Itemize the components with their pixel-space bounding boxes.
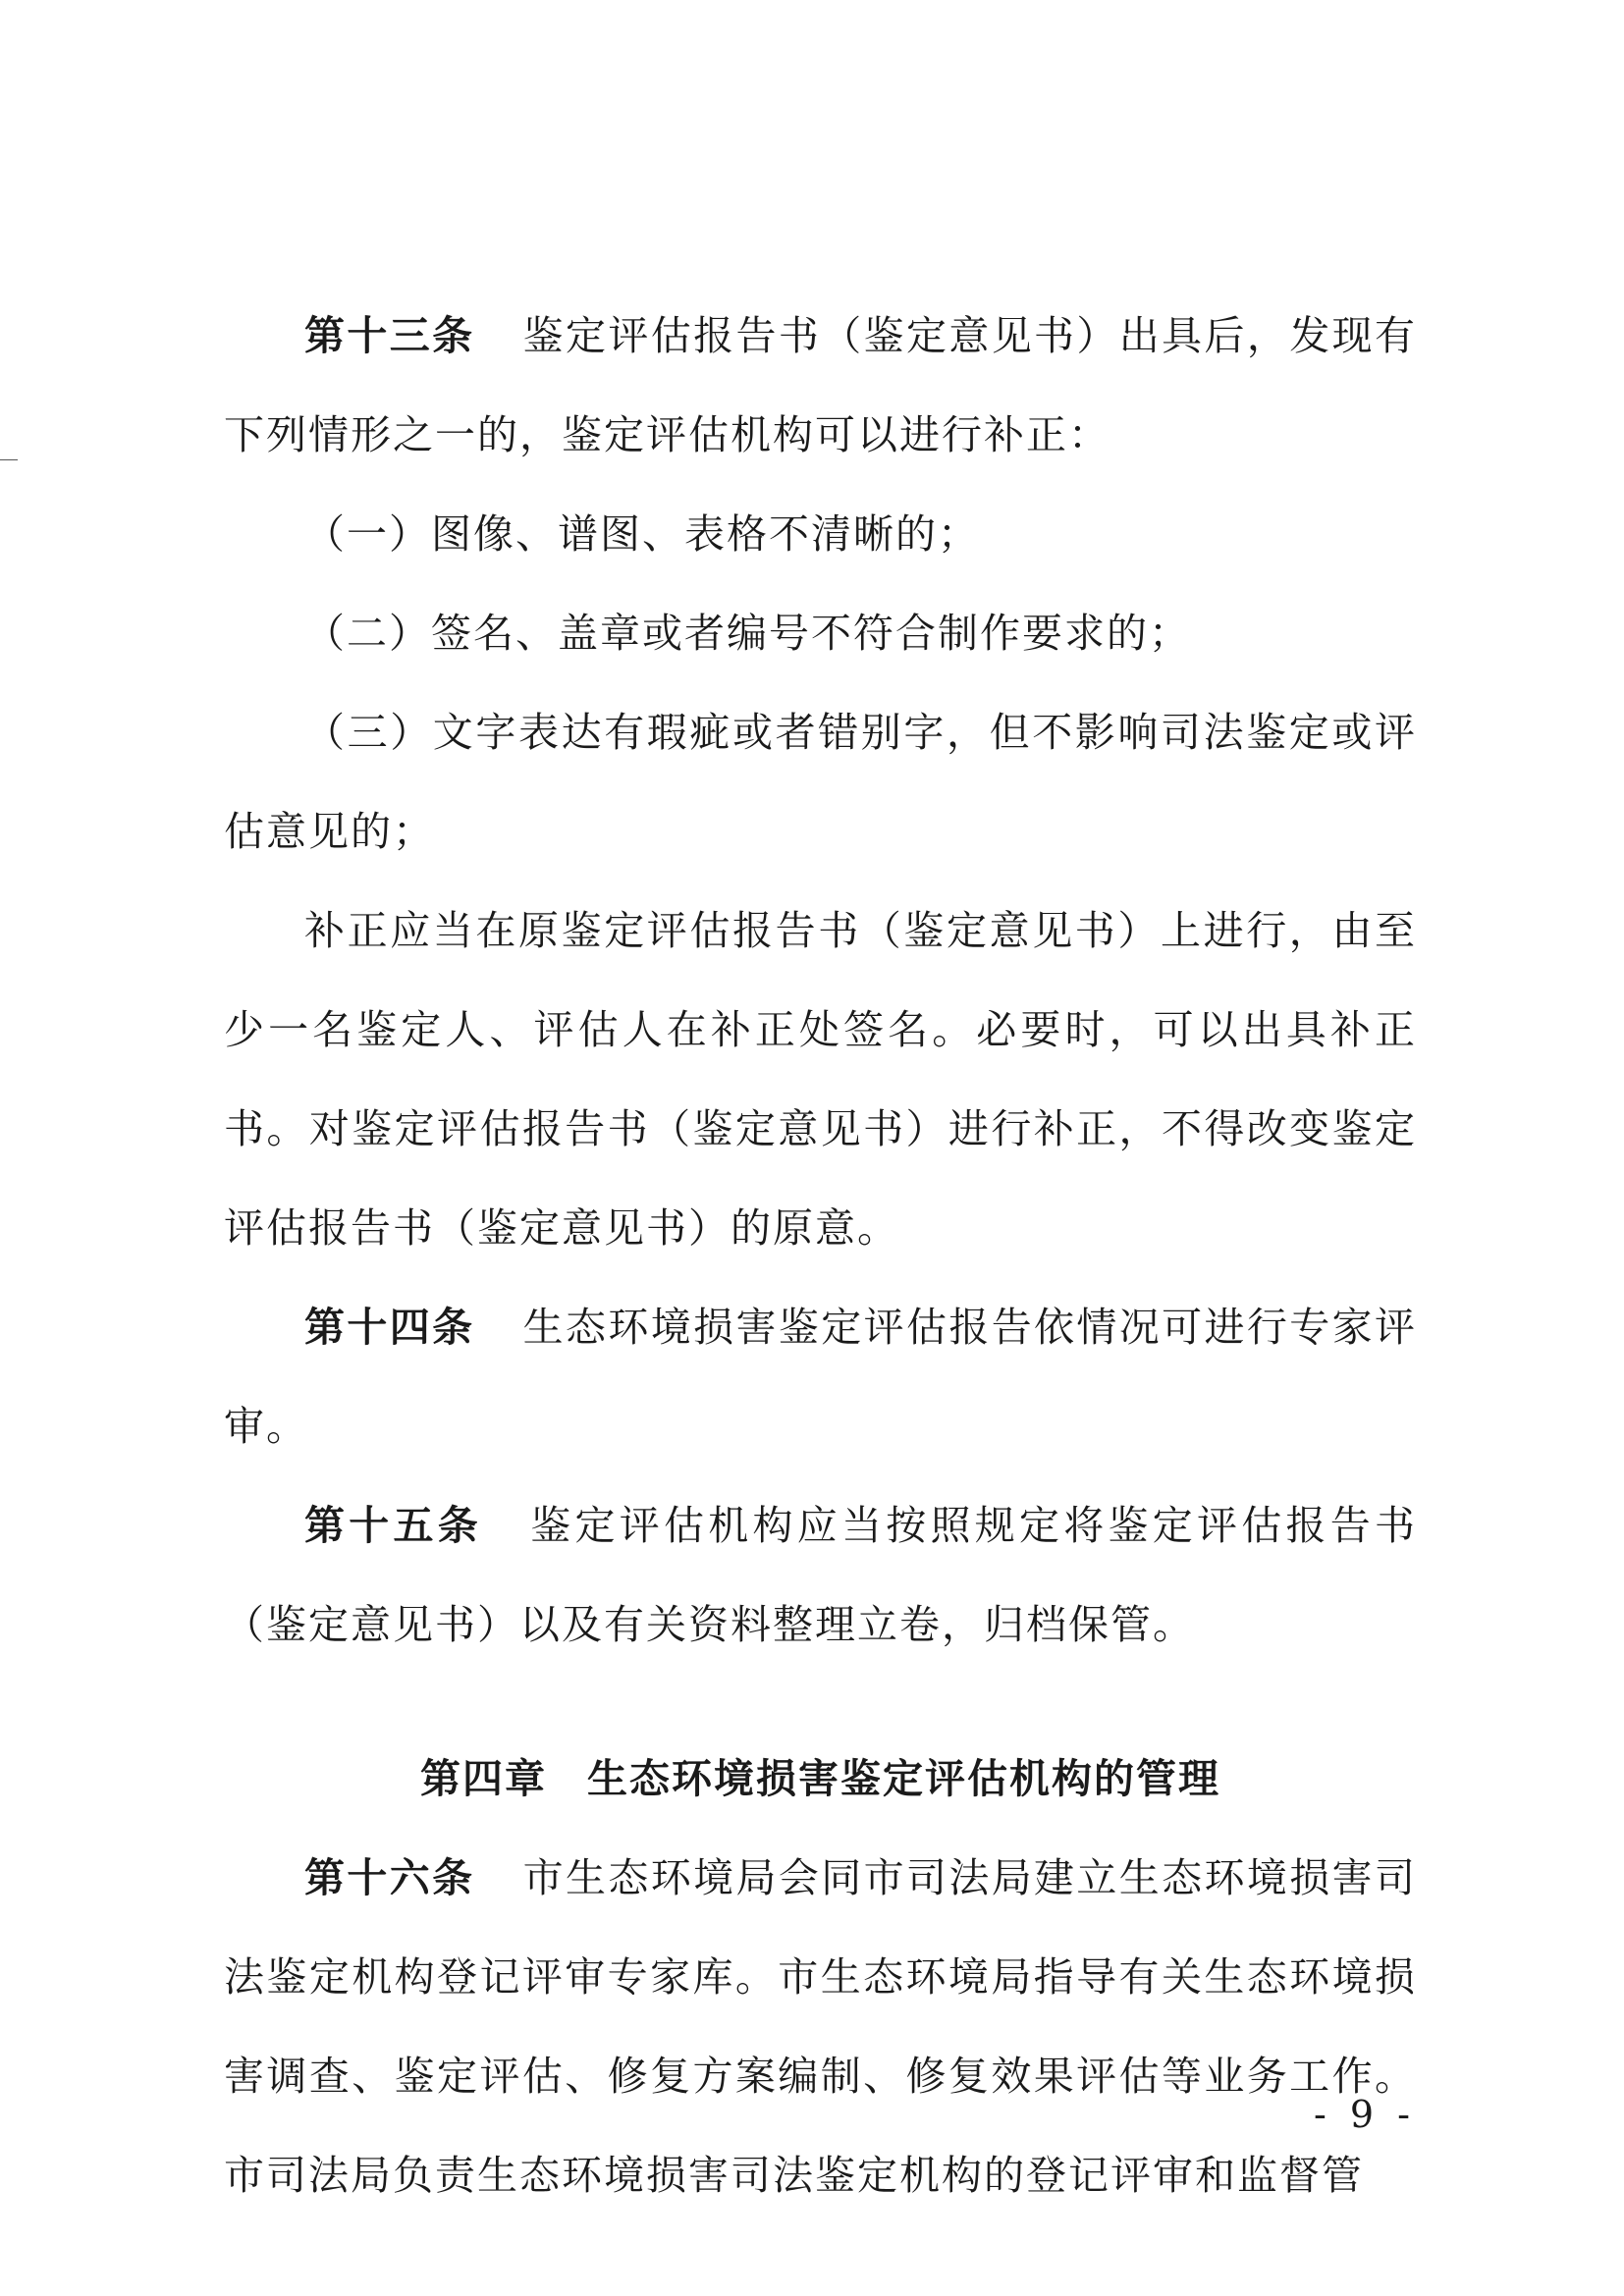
article-15-text: 鉴定评估机构应当按照规定将鉴定评估报告书（鉴定意见书）以及有关资料整理立卷，归档保管。 xyxy=(224,1502,1418,1648)
body-text xyxy=(224,287,1417,2225)
article-16 xyxy=(224,1829,1417,2225)
chapter-heading xyxy=(224,1730,1417,1829)
chapter-number: 第四章 xyxy=(420,1755,547,1802)
article-13-closing: 补正应当在原鉴定评估报告书（鉴定意见书）上进行，由至少一名鉴定人、评估人在补正处签名。必要时，可以出具补正书。对鉴定评估报告书（鉴定意见书）进行补正，不得改变鉴定评估报告书（鉴定意见书）的原意。 xyxy=(224,907,1417,1252)
article-13-number: 第十三条 xyxy=(304,312,475,359)
article-13-item-2: （二）签名、盖章或者编号不符合制作要求的； xyxy=(304,610,1191,657)
page-number: - 9 - xyxy=(1313,2093,1416,2136)
article-14-number: 第十四条 xyxy=(304,1304,475,1351)
article-13-item-3: （三）文字表达有瑕疵或者错别字，但不影响司法鉴定或评估意见的； xyxy=(224,709,1417,855)
article-16-number: 第十六条 xyxy=(304,1854,475,1901)
article-15 xyxy=(224,1476,1417,1675)
article-14-text: 生态环境损害鉴定评估报告依情况可进行专家评审。 xyxy=(224,1304,1417,1450)
article-13-intro xyxy=(224,287,1417,485)
article-15-number: 第十五条 xyxy=(304,1502,483,1549)
article-14 xyxy=(224,1278,1417,1476)
chapter-title: 生态环境损害鉴定评估机构的管理 xyxy=(587,1755,1220,1802)
article-16-text: 市生态环境局会同市司法局建立生态环境损害司法鉴定机构登记评审专家库。市生态环境局指导有关生态环境损害调查、鉴定评估、修复方案编制、修复效果评估等业务工作。市司法局负责生态环境损害司法鉴定机构的登记评审和监督管 xyxy=(224,1854,1417,2199)
margin-mark xyxy=(0,459,18,460)
article-13-item-1: （一）图像、谱图、表格不清晰的； xyxy=(304,510,980,558)
article-13-intro-text: 鉴定评估报告书（鉴定意见书）出具后，发现有下列情形之一的，鉴定评估机构可以进行补正： xyxy=(224,312,1417,458)
